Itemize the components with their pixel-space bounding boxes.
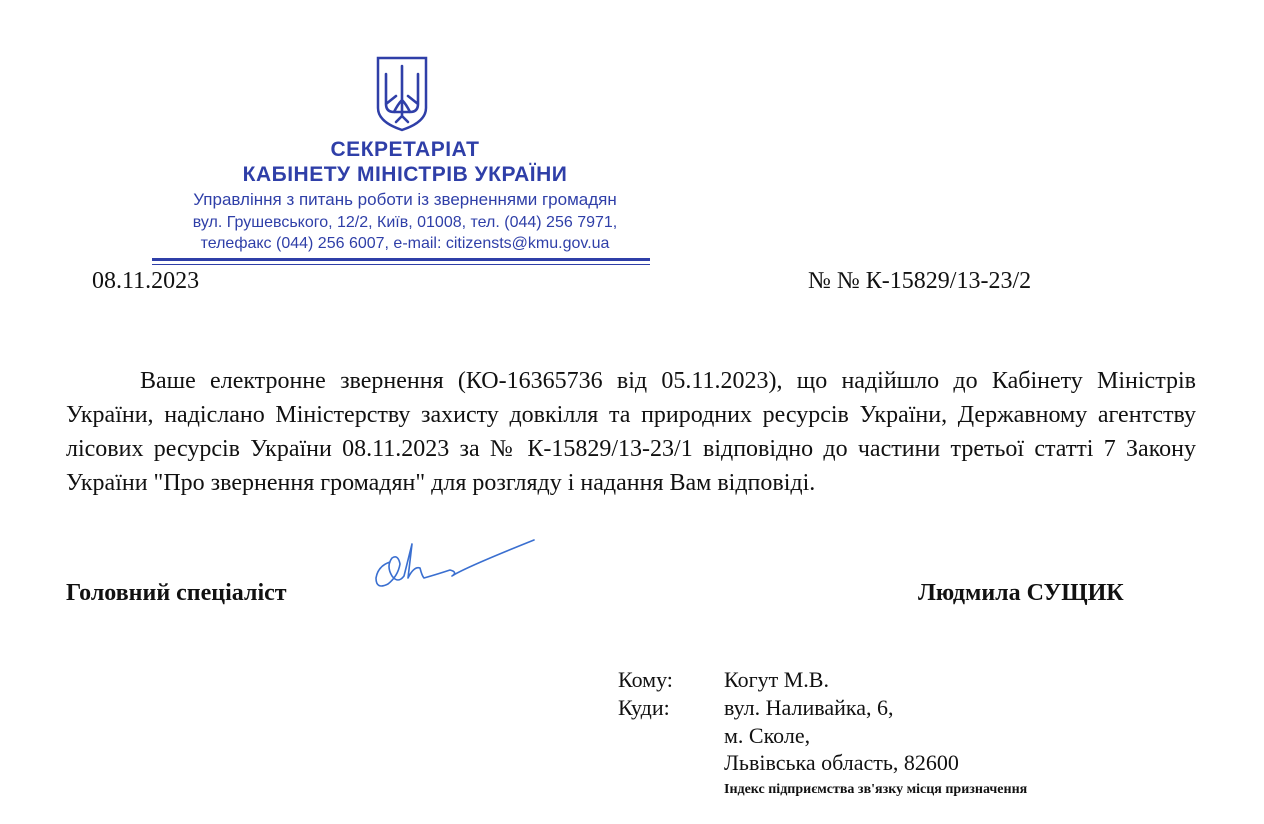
where-label: Куди: [618, 695, 670, 720]
postal-index-note: Індекс підприємства зв'язку місця призначення [724, 782, 1028, 797]
to-value: Когут М.В. [724, 667, 829, 692]
letterhead-department: Управління з питань роботи із зверненнями громадян [193, 190, 617, 209]
handwritten-signature [368, 532, 538, 592]
letterhead-line1: СЕКРЕТАРІАТ [330, 138, 480, 161]
trident-emblem [374, 56, 430, 132]
letterhead-address-line1: вул. Грушевського, 12/2, Київ, 01008, тел. (044) 256 7971, [192, 214, 618, 231]
letterhead-rule-thick [152, 258, 650, 261]
document-number: № № К-15829/13-23/2 [808, 268, 1032, 294]
address-line2: м. Сколе, [724, 723, 811, 748]
signer-position: Головний спеціаліст [66, 580, 287, 606]
letterhead-line2: КАБІНЕТУ МІНІСТРІВ УКРАЇНИ [242, 163, 568, 186]
letterhead-address-line2: телефакс (044) 256 6007, e-mail: citizensts@kmu.gov.ua [200, 235, 610, 252]
letterhead-rule-thin [152, 264, 650, 265]
address-line3: Львівська область, 82600 [724, 750, 959, 775]
signer-name: Людмила СУЩИК [918, 580, 1124, 606]
document-date: 08.11.2023 [92, 268, 200, 294]
body-paragraph: Ваше електронне звернення (КО-16365736 від 05.11.2023), що надійшло до Кабінету Міністрів України, надіслано Міністерству захисту довкілля та природних ресурсів України, Державному агентству лісових ресурсів України 08.11.2023 за № К-15829/13-23/1 відповідно до частини третьої статті 7 Закону України "Про звернення громадян" для розгляду і надання Вам відповіді. [66, 368, 1196, 496]
to-label: Кому: [618, 667, 673, 692]
address-line1: вул. Наливайка, 6, [724, 695, 894, 720]
